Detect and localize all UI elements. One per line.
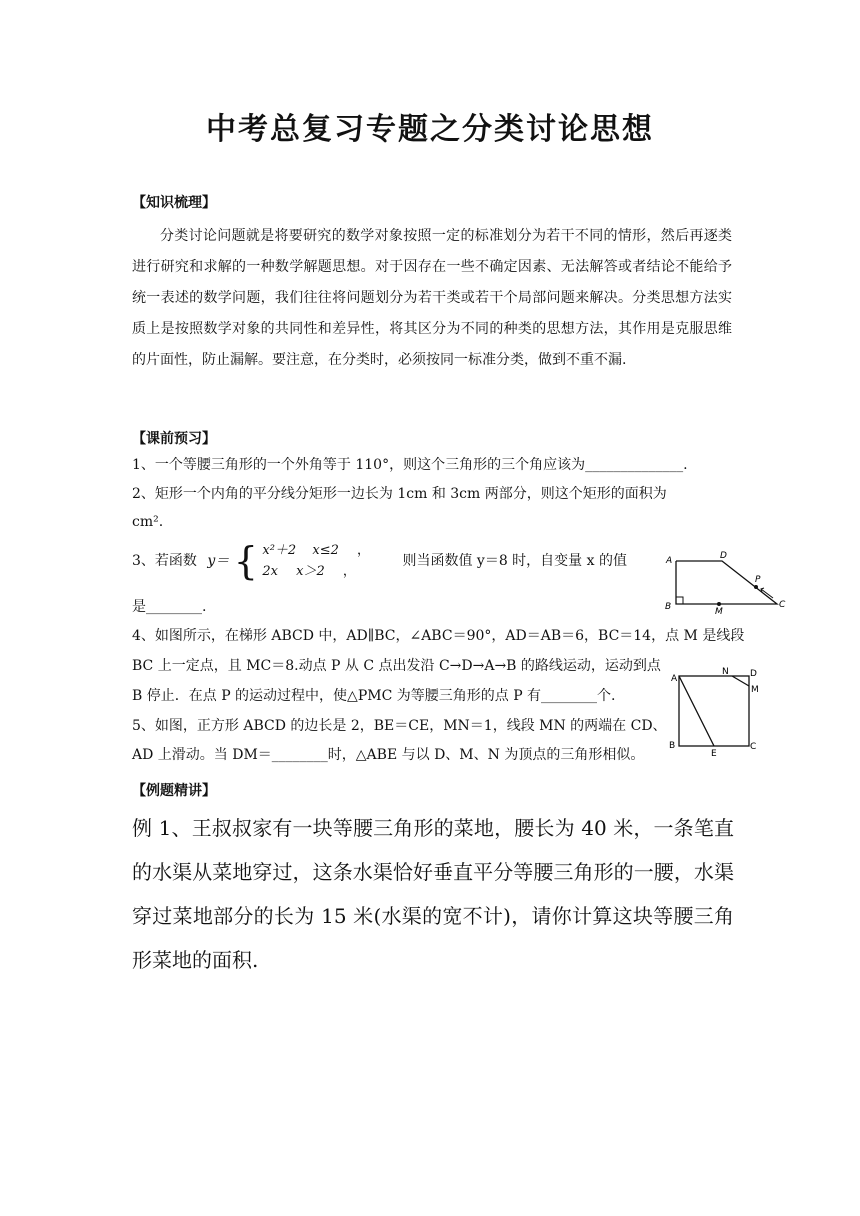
- label-a: A: [671, 674, 678, 684]
- case-2-expr: 2x: [262, 564, 278, 579]
- label-n: N: [722, 667, 729, 677]
- question-2-line-1: 2、矩形一个内角的平分线分矩形一边长为 1cm 和 3cm 两部分，则这个矩形的面积为: [132, 486, 667, 502]
- label-d: D: [720, 551, 727, 561]
- right-angle-mark: [676, 597, 683, 604]
- square-figure: [664, 664, 764, 758]
- case-2: [262, 564, 356, 579]
- section-knowledge: 【知识梳理】: [132, 195, 216, 211]
- case-2-comma: ，: [342, 564, 356, 579]
- label-c: C: [750, 742, 757, 752]
- label-c: C: [779, 600, 786, 610]
- trapezoid-figure: [660, 545, 790, 615]
- question-4-line-2: BC 上一定点，且 MC＝8.动点 P 从 C 点出发沿 C→D→A→B 的路线运动，运动到点: [132, 658, 661, 674]
- label-b: B: [669, 741, 676, 751]
- point-p: [754, 585, 758, 589]
- question-5-line-1: 5、如图，正方形 ABCD 的边长是 2，BE＝CE，MN＝1，线段 MN 的两端在 CD、: [132, 718, 667, 734]
- label-d: D: [750, 669, 757, 679]
- case-1-comma: ，: [357, 543, 371, 558]
- question-1: 1、一个等腰三角形的一个外角等于 110°，则这个三角形的三个角应该为______________.: [132, 457, 688, 473]
- question-4-line-1: 4、如图所示，在梯形 ABCD 中，AD∥BC，∠ABC＝90°，AD＝AB＝6，BC＝14，点 M 是线段: [132, 628, 745, 644]
- segment-ae: [679, 676, 714, 746]
- label-e: E: [711, 749, 717, 758]
- question-2-line-2: cm².: [132, 514, 164, 530]
- question-3-line-2: 是________.: [132, 599, 207, 615]
- piecewise-cases: [262, 540, 370, 582]
- q3-prefix: 3、若函数: [132, 553, 197, 569]
- q3-fn: y＝: [207, 553, 230, 569]
- knowledge-paragraph: [132, 221, 732, 376]
- question-5-line-2: AD 上滑动。当 DM＝________时，△ABE 与以 D、M、N 为顶点的三角形相似。: [132, 747, 645, 763]
- trapezoid-outline: [676, 561, 777, 604]
- label-b: B: [665, 602, 672, 612]
- case-2-cond: x＞2: [296, 564, 325, 579]
- section-preview: 【课前预习】: [132, 431, 216, 447]
- question-4-line-3: B 停止．在点 P 的运动过程中，使△PMC 为等腰三角形的点 P 有________个.: [132, 688, 616, 704]
- piecewise-brace: {: [233, 539, 258, 583]
- page-title: 中考总复习专题之分类讨论思想: [206, 112, 654, 147]
- label-p: P: [755, 575, 761, 585]
- point-m: [717, 602, 721, 606]
- q3-suffix: 则当函数值 y＝8 时，自变量 x 的值: [402, 553, 627, 569]
- case-1-expr: x²＋2: [262, 543, 297, 558]
- case-1-cond: x≤2: [312, 543, 339, 558]
- segment-mn: [732, 676, 749, 686]
- label-m: M: [751, 685, 759, 695]
- knowledge-text: 分类讨论问题就是将要研究的数学对象按照一定的标准划分为若干不同的情形，然后再逐类进行研究和求解的一种数学解题思想。对于因存在一些不确定因素、无法解答或者结论不能给予统一表述的数学问题，我们往往将问题划分为若干类或若干个局部问题来解决。分类思想方法实质上是按照数学对象的共同性和差异性，将其区分为不同的种类的思想方法，其作用是克服思维的片面性，防止漏解。要注意，在分类时，必须按同一标准分类，做到不重不漏.: [132, 228, 732, 368]
- example-1: 例 1、王叔叔家有一块等腰三角形的菜地，腰长为 40 米，一条笔直的水渠从菜地穿过，这条水渠恰好垂直平分等腰三角形的一腰，水渠穿过菜地部分的长为 15 米(水渠的宽不计)，请你计算这块等腰三角形菜地的面积.: [132, 816, 734, 972]
- label-a: A: [666, 556, 673, 566]
- section-examples: 【例题精讲】: [132, 783, 216, 799]
- label-m: M: [715, 607, 723, 615]
- case-1: [262, 543, 370, 558]
- question-3: [132, 539, 627, 583]
- square-outline: [679, 676, 749, 746]
